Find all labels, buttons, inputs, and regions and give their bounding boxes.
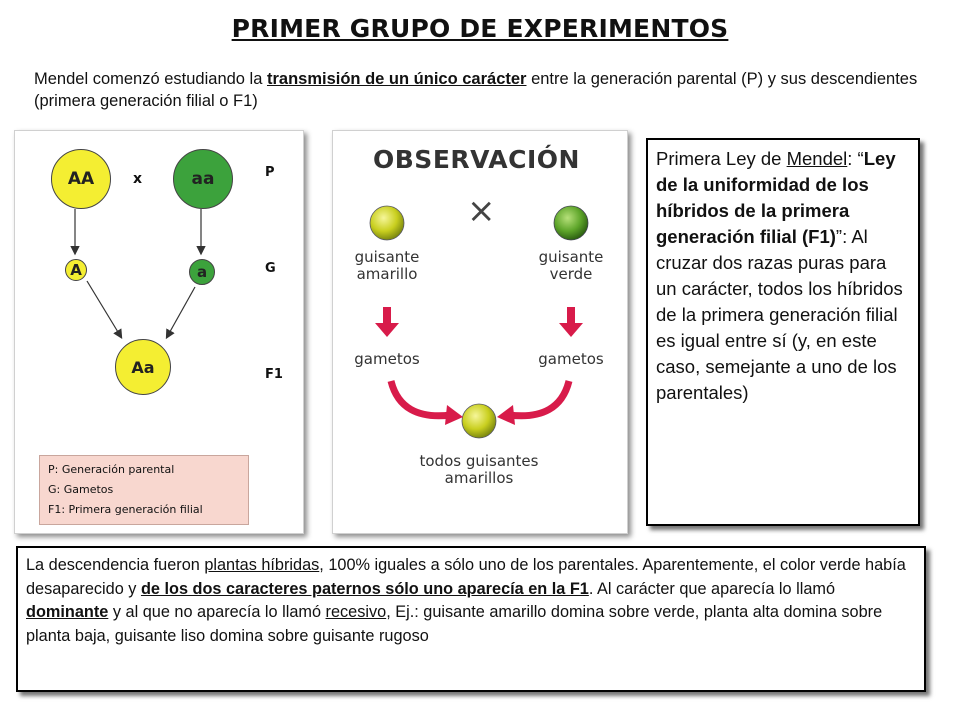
arrow-head-right-icon	[497, 405, 515, 425]
law-statement: ”: Al cruzar dos razas puras para un carácter, todos los híbridos de la primera generación filial es igual entre sí (y, en este caso, semejante a uno de los parentales)	[656, 226, 903, 403]
desc-hybrid-plants: plantas híbridas	[204, 556, 320, 574]
law-text-mendel: Mendel	[786, 148, 848, 169]
arrow-converge-right-icon	[509, 381, 569, 416]
label-gametes-right: gametos	[538, 350, 604, 368]
label-yellow-pea	[347, 249, 427, 283]
observation-panel	[332, 130, 628, 534]
label-green-pea	[531, 249, 611, 283]
green-pea-icon	[554, 206, 588, 240]
desc-s5: . Al carácter que aparecía lo llamó	[588, 579, 836, 598]
desc-key-finding: de los dos caracteres paternos sólo uno aparecía en la F1	[140, 579, 589, 598]
label-result-line2: amarillos	[444, 469, 514, 487]
law-text-3: : “	[847, 148, 864, 169]
intro-text	[34, 68, 934, 112]
parent-aa-dominant: AA	[51, 149, 111, 209]
arrow-head-left-icon	[445, 405, 463, 425]
observation-cross-symbol: ×	[467, 191, 496, 231]
gamete-recessive: a	[189, 259, 215, 285]
legend-item-p: P: Generación parental	[48, 463, 175, 476]
intro-part1: Mendel comenzó estudiando la	[34, 70, 267, 88]
cross-symbol: x	[133, 171, 143, 187]
label-yellow-pea-line2: amarillo	[356, 265, 418, 283]
mendel-law-box	[646, 138, 920, 526]
arrow-converge-left-icon	[391, 381, 451, 416]
result-yellow-pea-icon	[462, 404, 496, 438]
desc-s1: La descendencia fueron	[26, 556, 205, 574]
law-text-1: Primera Ley de	[656, 148, 782, 169]
legend-item-g: G: Gametos	[48, 483, 114, 496]
label-green-pea-line1: guisante	[538, 248, 604, 266]
intro-part3: entre la generación parental (P) y sus descendientes (primera generación filial o F1)	[34, 70, 918, 110]
generation-label-p: P	[265, 165, 275, 180]
observation-title: OBSERVACIÓN	[373, 145, 580, 174]
arrow-gamete1-offspring	[87, 281, 121, 337]
arrow-gamete2-offspring	[167, 287, 195, 337]
desc-recessive: recesivo	[325, 603, 387, 622]
desc-dominant: dominante	[26, 603, 109, 622]
label-gametes-left: gametos	[354, 350, 420, 368]
label-result	[399, 453, 559, 487]
genetics-diagram-panel	[14, 130, 304, 534]
generation-label-f1: F1	[265, 367, 283, 382]
arrow-down-right-icon	[559, 307, 583, 337]
parent-aa-recessive: aa	[173, 149, 233, 209]
legend-item-f1: F1: Primera generación filial	[48, 503, 203, 516]
law-name: Ley de la uniformidad de los híbridos de la primera generación filial (F1)	[656, 148, 896, 247]
offspring-hybrid: Aa	[115, 339, 171, 395]
label-yellow-pea-line1: guisante	[354, 248, 420, 266]
label-result-line1: todos guisantes	[419, 452, 539, 470]
diagram-legend	[39, 455, 249, 525]
intro-highlight: transmisión de un único carácter	[266, 70, 527, 88]
desc-s3: , 100% iguales a sólo uno de los parentales. Aparentemente, el color verde había desaparecido y	[26, 556, 906, 598]
gamete-dominant: A	[65, 259, 87, 281]
desc-s7: y al que no aparecía lo llamó	[108, 603, 326, 622]
generation-label-g: G	[265, 261, 276, 276]
yellow-pea-icon	[370, 206, 404, 240]
arrow-down-left-icon	[375, 307, 399, 337]
desc-s9: , Ej.: guisante amarillo domina sobre verde, planta alta domina sobre planta baja, guisante liso domina sobre guisante rugoso	[26, 603, 883, 645]
description-box	[16, 546, 926, 692]
page-title: PRIMER GRUPO DE EXPERIMENTOS	[231, 14, 729, 43]
label-green-pea-line2: verde	[549, 265, 593, 283]
